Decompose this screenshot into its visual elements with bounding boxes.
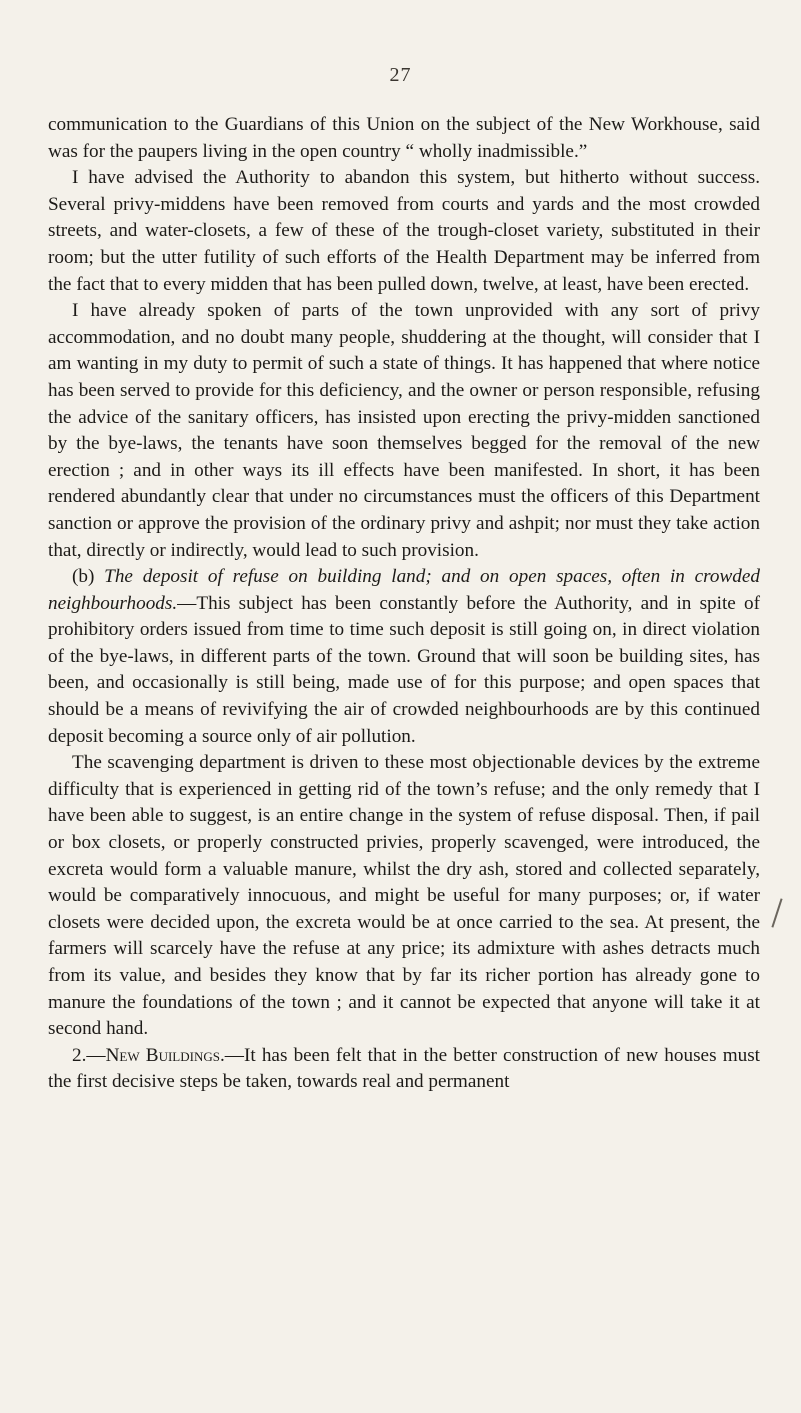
paragraph-new-buildings <box>48 1043 760 1096</box>
section-heading: New Buildings. <box>105 1044 225 1066</box>
margin-pencil-mark <box>771 898 782 927</box>
section-heading: The deposit of refuse on building land; and on open spaces, often in crowded neighbourhoods. <box>48 566 761 614</box>
paragraph-unprovided-parts <box>48 298 760 564</box>
paragraph-continuation <box>48 112 760 165</box>
section-prefix: 2.— <box>72 1044 106 1066</box>
paragraph-text: —It has been felt that in the better construction of new houses must the first decisive steps be taken, towards real and permanent <box>48 1044 761 1093</box>
paragraph-scavenging <box>48 750 760 1043</box>
paragraph-text: The scavenging department is driven to these most objectionable devices by the extreme difficulty that is experienced in getting rid of the town’s refuse; and the only remedy that I have been able to suggest, is an entire change in the system of refuse disposal. Then, if pail or box closets, or properly constructed privies, properly scavenged, were introduced, the excreta would form a valuable manure, whilst the dry ash, stored and collected separately, would be comparatively innocuous, and might be useful for many purposes; or, if water closets were decided upon, the excreta would be at once carried to the sea. At present, the farmers will scarcely have the refuse at any price; its admixture with ashes detracts much from its value, and besides they know that by far its richer portion has already gone to manure the foundations of the town ; and it cannot be expected that anyone will take it at second hand. <box>48 752 760 1040</box>
section-prefix: (b) <box>72 566 105 588</box>
body-text <box>48 112 760 1096</box>
paragraph-privy-middens <box>48 165 760 298</box>
paragraph-text: communication to the Guardians of this Union on the subject of the New Workhouse, said was for the paupers living in the open country “ wholly inadmissible.” <box>48 114 760 162</box>
paragraph-text: I have advised the Authority to abandon this system, but hitherto without success. Several privy-middens have been removed from courts and yards and the most crowded streets, and water-closets, a few of these of the trough-closet variety, substituted in their room; but the utter futility of such efforts of the Health Department may be inferred from the fact that to every midden that has been pulled down, twelve, at least, have been erected. <box>48 167 760 295</box>
page-number: 27 <box>389 64 412 86</box>
paragraph-text: —This subject has been constantly before the Authority, and in spite of prohibitory orders issued from time to time such deposit is still going on, in direct violation of the bye-laws, in different parts of the town. Ground that will soon be building sites, has been, and occasionally is still being, made use of for this purpose; and open spaces that should be a means of revivifying the air of crowded neighbourhoods are by this continued deposit becoming a source only of air pollution. <box>48 592 760 747</box>
paragraph-text: I have already spoken of parts of the town unprovided with any sort of privy accommodation, and no doubt many people, shuddering at the thought, will consider that I am wanting in my duty to permit of such a state of things. It has happened that where notice has been served to provide for this deficiency, and the owner or person responsible, refusing the advice of the sanitary officers, has insisted upon erecting the privy-midden sanctioned by the bye-laws, the tenants have soon themselves begged for the removal of the new erection ; and in other ways its ill effects have been manifested. In short, it has been rendered abundantly clear that under no circumstances must the officers of this Department sanction or approve the provision of the ordinary privy and ashpit; nor must they take action that, directly or indirectly, would lead to such provision. <box>48 300 760 561</box>
paragraph-deposit-of-refuse <box>48 564 760 750</box>
